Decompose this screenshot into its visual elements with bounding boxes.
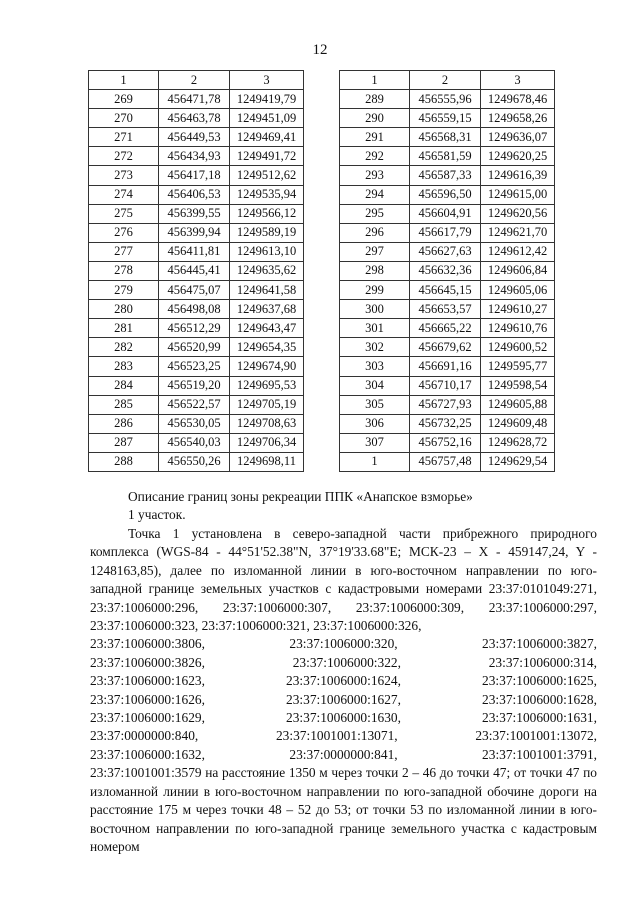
point-number-cell: 293	[340, 166, 410, 185]
x-coordinate-cell: 456710,17	[410, 376, 481, 395]
x-coordinate-cell: 456463,78	[159, 109, 230, 128]
cadastral-row	[90, 654, 597, 672]
table-row	[89, 242, 304, 261]
cadastral-row	[90, 672, 597, 690]
table-row	[340, 414, 555, 433]
table-row	[89, 395, 304, 414]
table-header-row	[340, 71, 555, 90]
table-row	[340, 357, 555, 376]
y-coordinate-cell: 1249600,52	[481, 338, 555, 357]
point-number-cell: 1	[340, 452, 410, 471]
y-coordinate-cell: 1249658,26	[481, 109, 555, 128]
point-number-cell: 285	[89, 395, 159, 414]
x-coordinate-cell: 456449,53	[159, 128, 230, 147]
x-coordinate-cell: 456475,07	[159, 281, 230, 300]
point-number-cell: 289	[340, 90, 410, 109]
point-number-cell: 280	[89, 300, 159, 319]
point-number-cell: 307	[340, 433, 410, 452]
section-heading: Описание границ зоны рекреации ППК «Анапское взморье»	[128, 489, 473, 504]
point-number-cell: 306	[340, 414, 410, 433]
y-coordinate-cell: 1249612,42	[481, 242, 555, 261]
table-row	[89, 204, 304, 223]
x-coordinate-cell: 456627,63	[410, 242, 481, 261]
cadastral-number: 23:37:1001001:13071,	[275, 728, 398, 744]
table-row	[340, 204, 555, 223]
x-coordinate-cell: 456519,20	[159, 376, 230, 395]
subheading: 1 участок.	[128, 507, 186, 522]
y-coordinate-cell: 1249609,48	[481, 414, 555, 433]
x-coordinate-cell: 456540,03	[159, 433, 230, 452]
point-number-cell: 287	[89, 433, 159, 452]
point-number-cell: 295	[340, 204, 410, 223]
point-number-cell: 269	[89, 90, 159, 109]
table-row	[89, 147, 304, 166]
point-number-cell: 303	[340, 357, 410, 376]
description-continuation: 23:37:1001001:3579 на расстояние 1350 м через точки 2 – 46 до точки 47; от точки 47 по изломанной линии в юго-восточном направлении по юго-западной обочине дороги на расстояние 175 м через точки 48 – 52 до 53; от точки 53 по изломанной линии в юго-восточном направлении по юго-западной границе земельного участка с кадастровым номером	[90, 765, 597, 854]
point-number-cell: 294	[340, 185, 410, 204]
cadastral-number: 23:37:1006000:1624,	[286, 673, 401, 689]
point-number-cell: 281	[89, 319, 159, 338]
y-coordinate-cell: 1249698,11	[230, 452, 304, 471]
x-coordinate-cell: 456645,15	[410, 281, 481, 300]
point-number-cell: 283	[89, 357, 159, 376]
cadastral-number: 23:37:0000000:841,	[289, 746, 398, 762]
table-row	[340, 223, 555, 242]
column-header: 1	[89, 71, 159, 90]
cadastral-row	[90, 635, 597, 653]
table-row	[340, 185, 555, 204]
x-coordinate-cell: 456732,25	[410, 414, 481, 433]
cadastral-number: 23:37:1001001:13072,	[475, 728, 597, 744]
x-coordinate-cell: 456522,57	[159, 395, 230, 414]
point-number-cell: 275	[89, 204, 159, 223]
y-coordinate-cell: 1249708,63	[230, 414, 304, 433]
y-coordinate-cell: 1249641,58	[230, 281, 304, 300]
cadastral-number: 23:37:1006000:314,	[488, 654, 597, 670]
cadastral-number: 23:37:1006000:1626,	[90, 691, 205, 707]
cadastral-row	[90, 746, 597, 764]
table-row	[340, 281, 555, 300]
x-coordinate-cell: 456417,18	[159, 166, 230, 185]
y-coordinate-cell: 1249491,72	[230, 147, 304, 166]
x-coordinate-cell: 456752,16	[410, 433, 481, 452]
point-number-cell: 282	[89, 338, 159, 357]
table-row	[89, 281, 304, 300]
table-row	[89, 338, 304, 357]
y-coordinate-cell: 1249605,88	[481, 395, 555, 414]
y-coordinate-cell: 1249589,19	[230, 223, 304, 242]
point-number-cell: 274	[89, 185, 159, 204]
page-number: 12	[312, 42, 328, 58]
y-coordinate-cell: 1249706,34	[230, 433, 304, 452]
cadastral-number: 23:37:1006000:320,	[289, 636, 398, 652]
y-coordinate-cell: 1249654,35	[230, 338, 304, 357]
y-coordinate-cell: 1249674,90	[230, 357, 304, 376]
point-number-cell: 291	[340, 128, 410, 147]
cadastral-row	[90, 727, 597, 745]
x-coordinate-cell: 456727,93	[410, 395, 481, 414]
table-row	[340, 395, 555, 414]
point-number-cell: 305	[340, 395, 410, 414]
table-row	[340, 376, 555, 395]
table-row	[89, 261, 304, 280]
y-coordinate-cell: 1249705,19	[230, 395, 304, 414]
point-number-cell: 299	[340, 281, 410, 300]
point-number-cell: 301	[340, 319, 410, 338]
cadastral-number: 23:37:0000000:840,	[90, 728, 199, 744]
y-coordinate-cell: 1249628,72	[481, 433, 555, 452]
column-header: 1	[340, 71, 410, 90]
point-number-cell: 279	[89, 281, 159, 300]
table-row	[340, 433, 555, 452]
point-number-cell: 296	[340, 223, 410, 242]
column-header: 2	[159, 71, 230, 90]
point-number-cell: 276	[89, 223, 159, 242]
point-number-cell: 273	[89, 166, 159, 185]
x-coordinate-cell: 456512,29	[159, 319, 230, 338]
x-coordinate-cell: 456559,15	[410, 109, 481, 128]
x-coordinate-cell: 456691,16	[410, 357, 481, 376]
y-coordinate-cell: 1249620,25	[481, 147, 555, 166]
cadastral-number: 23:37:1006000:1623,	[90, 673, 205, 689]
cadastral-row	[90, 691, 597, 709]
table-row	[340, 166, 555, 185]
x-coordinate-cell: 456434,93	[159, 147, 230, 166]
coordinates-table-right	[339, 70, 555, 472]
y-coordinate-cell: 1249621,70	[481, 223, 555, 242]
y-coordinate-cell: 1249610,27	[481, 300, 555, 319]
x-coordinate-cell: 456665,22	[410, 319, 481, 338]
cadastral-number: 23:37:1006000:1629,	[90, 710, 205, 726]
point-number-cell: 290	[340, 109, 410, 128]
cadastral-number: 23:37:1006000:1628,	[482, 691, 597, 707]
table-row	[89, 185, 304, 204]
cadastral-number: 23:37:1006000:3827,	[482, 636, 597, 652]
point-number-cell: 298	[340, 261, 410, 280]
table-row	[89, 357, 304, 376]
y-coordinate-cell: 1249419,79	[230, 90, 304, 109]
column-header: 3	[481, 71, 555, 90]
y-coordinate-cell: 1249606,84	[481, 261, 555, 280]
y-coordinate-cell: 1249637,68	[230, 300, 304, 319]
table-row	[89, 376, 304, 395]
table-row	[340, 300, 555, 319]
point-number-cell: 278	[89, 261, 159, 280]
cadastral-number: 23:37:1006000:1630,	[286, 710, 401, 726]
y-coordinate-cell: 1249678,46	[481, 90, 555, 109]
y-coordinate-cell: 1249629,54	[481, 452, 555, 471]
table-header-row	[89, 71, 304, 90]
point-number-cell: 292	[340, 147, 410, 166]
cadastral-number: 23:37:1006000:1632,	[90, 746, 205, 762]
table-row	[340, 109, 555, 128]
cadastral-number: 23:37:1001001:3791,	[482, 746, 597, 762]
table-row	[340, 242, 555, 261]
x-coordinate-cell: 456587,33	[410, 166, 481, 185]
y-coordinate-cell: 1249636,07	[481, 128, 555, 147]
table-row	[89, 452, 304, 471]
x-coordinate-cell: 456411,81	[159, 242, 230, 261]
point-number-cell: 302	[340, 338, 410, 357]
table-row	[89, 433, 304, 452]
boundary-description	[90, 525, 597, 856]
x-coordinate-cell: 456581,59	[410, 147, 481, 166]
point-number-cell: 297	[340, 242, 410, 261]
point-number-cell: 288	[89, 452, 159, 471]
table-row	[89, 90, 304, 109]
y-coordinate-cell: 1249605,06	[481, 281, 555, 300]
cadastral-number: 23:37:1006000:1631,	[482, 710, 597, 726]
description-intro: Точка 1 установлена в северо-западной части прибрежного природного комплекса (WGS-84 - 44°51'52.38"N, 37°19'33.68"E; МСК-23 – X - 459147,24, Y - 1248163,85), далее по изломанной линии в юго-восточном направлении по юго-западной границе земельных участков с кадастровыми номерами 23:37:0101049:271, 23:37:1006000:296, 23:37:1006000:307, 23:37:1006000:309, 23:37:1006000:297, 23:37:1006000:323, 23:37:1006000:321, 23:37:1006000:326,	[90, 526, 597, 634]
x-coordinate-cell: 456523,25	[159, 357, 230, 376]
x-coordinate-cell: 456555,96	[410, 90, 481, 109]
table-row	[340, 128, 555, 147]
point-number-cell: 304	[340, 376, 410, 395]
y-coordinate-cell: 1249469,41	[230, 128, 304, 147]
x-coordinate-cell: 456757,48	[410, 452, 481, 471]
point-number-cell: 286	[89, 414, 159, 433]
x-coordinate-cell: 456406,53	[159, 185, 230, 204]
point-number-cell: 270	[89, 109, 159, 128]
cadastral-number-list	[90, 635, 597, 764]
point-number-cell: 277	[89, 242, 159, 261]
table-row	[340, 452, 555, 471]
y-coordinate-cell: 1249615,00	[481, 185, 555, 204]
table-row	[89, 109, 304, 128]
y-coordinate-cell: 1249451,09	[230, 109, 304, 128]
x-coordinate-cell: 456520,99	[159, 338, 230, 357]
x-coordinate-cell: 456445,41	[159, 261, 230, 280]
point-number-cell: 272	[89, 147, 159, 166]
y-coordinate-cell: 1249635,62	[230, 261, 304, 280]
y-coordinate-cell: 1249535,94	[230, 185, 304, 204]
x-coordinate-cell: 456617,79	[410, 223, 481, 242]
x-coordinate-cell: 456604,91	[410, 204, 481, 223]
table-row	[340, 90, 555, 109]
table-row	[89, 414, 304, 433]
cadastral-number: 23:37:1006000:3806,	[90, 636, 205, 652]
y-coordinate-cell: 1249620,56	[481, 204, 555, 223]
y-coordinate-cell: 1249616,39	[481, 166, 555, 185]
table-row	[340, 319, 555, 338]
cadastral-number: 23:37:1006000:1627,	[286, 691, 401, 707]
table-row	[340, 261, 555, 280]
x-coordinate-cell: 456399,55	[159, 204, 230, 223]
table-row	[340, 338, 555, 357]
column-header: 2	[410, 71, 481, 90]
y-coordinate-cell: 1249695,53	[230, 376, 304, 395]
point-number-cell: 284	[89, 376, 159, 395]
table-row	[89, 166, 304, 185]
point-number-cell: 300	[340, 300, 410, 319]
table-row	[340, 147, 555, 166]
y-coordinate-cell: 1249613,10	[230, 242, 304, 261]
x-coordinate-cell: 456596,50	[410, 185, 481, 204]
x-coordinate-cell: 456498,08	[159, 300, 230, 319]
point-number-cell: 271	[89, 128, 159, 147]
column-header: 3	[230, 71, 304, 90]
x-coordinate-cell: 456550,26	[159, 452, 230, 471]
y-coordinate-cell: 1249595,77	[481, 357, 555, 376]
table-row	[89, 300, 304, 319]
coordinates-table-left	[88, 70, 304, 472]
table-row	[89, 319, 304, 338]
cadastral-number: 23:37:1006000:3826,	[90, 654, 205, 670]
x-coordinate-cell: 456632,36	[410, 261, 481, 280]
x-coordinate-cell: 456471,78	[159, 90, 230, 109]
cadastral-row	[90, 709, 597, 727]
y-coordinate-cell: 1249566,12	[230, 204, 304, 223]
x-coordinate-cell: 456653,57	[410, 300, 481, 319]
y-coordinate-cell: 1249610,76	[481, 319, 555, 338]
x-coordinate-cell: 456399,94	[159, 223, 230, 242]
x-coordinate-cell: 456568,31	[410, 128, 481, 147]
table-row	[89, 223, 304, 242]
x-coordinate-cell: 456530,05	[159, 414, 230, 433]
cadastral-number: 23:37:1006000:322,	[292, 654, 401, 670]
x-coordinate-cell: 456679,62	[410, 338, 481, 357]
y-coordinate-cell: 1249512,62	[230, 166, 304, 185]
y-coordinate-cell: 1249598,54	[481, 376, 555, 395]
table-row	[89, 128, 304, 147]
cadastral-number: 23:37:1006000:1625,	[482, 673, 597, 689]
y-coordinate-cell: 1249643,47	[230, 319, 304, 338]
